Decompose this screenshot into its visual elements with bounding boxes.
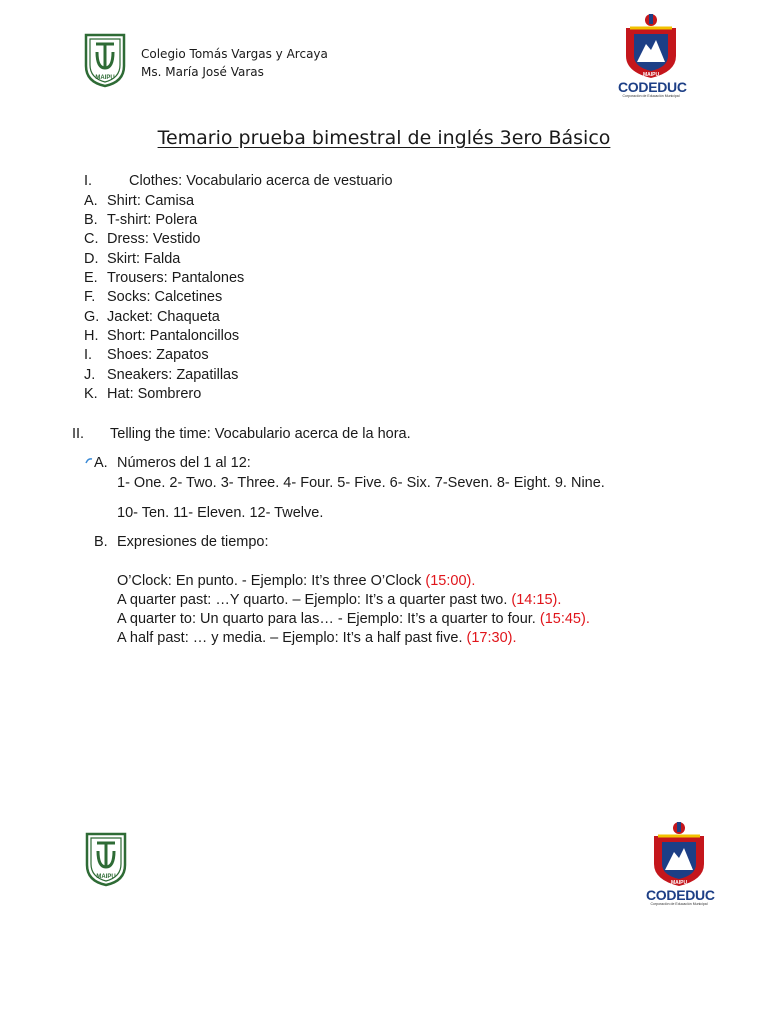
list-item: D. Skirt: Falda: [84, 251, 181, 267]
list-item: A. Shirt: Camisa: [84, 193, 195, 209]
header-text: [141, 45, 328, 81]
footer-codeduc-logo: [646, 820, 715, 907]
expression-line: A quarter to: Un quarto para las… - Ejemplo: It’s a quarter to four. (15:45).: [117, 611, 590, 627]
bullet-marker-icon: [85, 452, 93, 460]
section-2-numeral: II.: [72, 426, 85, 442]
codeduc-subtitle: Corporación de Educación Municipal: [622, 94, 680, 98]
codeduc-name: CODEDUC: [618, 79, 687, 95]
list-item: G. Jacket: Chaqueta: [84, 309, 220, 325]
svg-text:MAIPU: MAIPU: [670, 880, 688, 886]
list-item: K. Hat: Sombrero: [84, 386, 202, 402]
expression-line: A quarter past: …Y quarto. – Ejemplo: It’s a quarter past two. (14:15).: [117, 592, 562, 608]
expression-line: A half past: … y media. – Ejemplo: It’s a half past five. (17:30).: [117, 630, 517, 646]
sub-a-heading: A. Números del 1 al 12:: [94, 455, 251, 471]
footer-codeduc-subtitle: Corporación de Educación Municipal: [650, 902, 708, 906]
school-name: Colegio Tomás Vargas y Arcaya: [141, 47, 328, 61]
time-example: (15:45).: [539, 611, 590, 627]
section-1-heading: [84, 173, 393, 189]
list-item: E. Trousers: Pantalones: [84, 270, 245, 286]
section-1-numeral: I.: [84, 173, 93, 189]
list-item: B. T-shirt: Polera: [84, 212, 198, 228]
page-title: Temario prueba bimestral de inglés 3ero Básico: [157, 127, 611, 149]
list-item: C. Dress: Vestido: [84, 231, 201, 247]
svg-text:MAIPU: MAIPU: [96, 874, 116, 880]
footer-codeduc-name: CODEDUC: [646, 887, 715, 903]
sub-b-heading: B. Expresiones de tiempo:: [94, 534, 269, 550]
numbers-line-1: 1- One. 2- Two. 3- Three. 4- Four. 5- Five. 6- Six. 7-Seven. 8- Eight. 9. Nine.: [117, 475, 605, 491]
time-example: (17:30).: [466, 630, 517, 646]
codeduc-logo: [618, 12, 687, 99]
teacher-name: Ms. María José Varas: [141, 65, 264, 79]
list-item: F. Socks: Calcetines: [84, 289, 223, 305]
list-item: I. Shoes: Zapatos: [84, 347, 209, 363]
time-example: (15:00).: [425, 573, 476, 589]
section-2-heading: [72, 426, 411, 442]
expression-line: O’Clock: En punto. - Ejemplo: It’s three O’Clock (15:00).: [117, 573, 476, 589]
time-example: (14:15).: [511, 592, 562, 608]
list-item: J. Sneakers: Zapatillas: [84, 367, 239, 383]
numbers-line-2: 10- Ten. 11- Eleven. 12- Twelve.: [117, 505, 324, 521]
svg-text:MAIPU: MAIPU: [95, 75, 115, 81]
school-logo: [83, 32, 127, 88]
svg-text:MAIPU: MAIPU: [642, 72, 660, 78]
section-2-heading-text: Telling the time: Vocabulario acerca de la hora.: [110, 426, 411, 442]
footer-school-logo: [84, 831, 128, 887]
section-1-heading-text: Clothes: Vocabulario acerca de vestuario: [129, 173, 393, 189]
list-item: H. Short: Pantaloncillos: [84, 328, 240, 344]
